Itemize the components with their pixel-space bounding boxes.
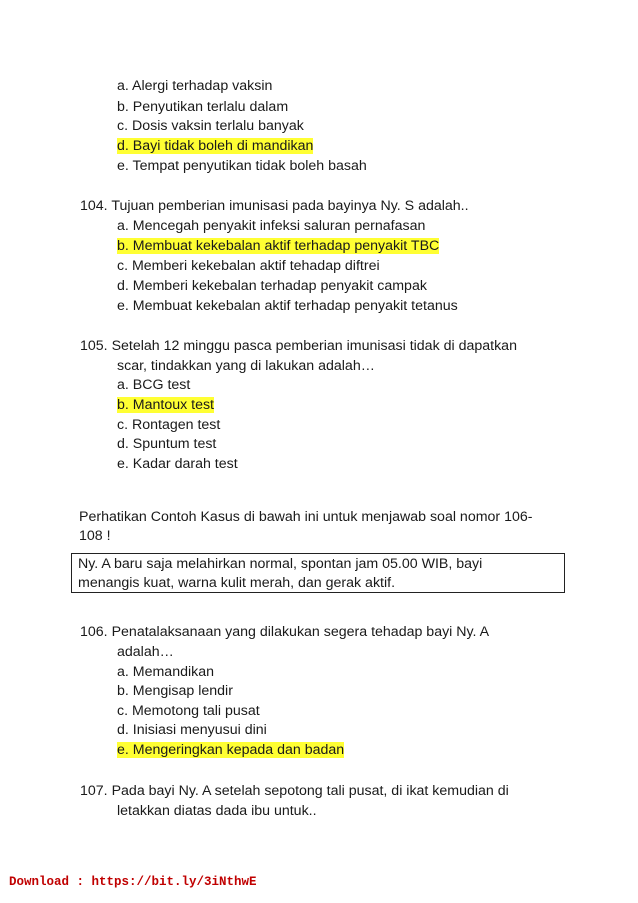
question-number: 106. xyxy=(80,624,108,640)
q104-option-a: a. Mencegah penyakit infeksi saluran pernafasan xyxy=(117,218,426,234)
q105-option-d: d. Spuntum test xyxy=(117,436,217,452)
q106-option-e-answer xyxy=(117,741,344,759)
q105-option-b-answer xyxy=(117,396,214,414)
q105-option-e: e. Kadar darah test xyxy=(117,456,238,472)
question-text: Penatalaksanaan yang dilakukan segera tehadap bayi Ny. A xyxy=(111,624,490,640)
case-text: Ny. A baru saja melahirkan normal, spontan jam 05.00 WIB, bayi xyxy=(78,556,483,572)
download-link[interactable]: Download : https://bit.ly/3iNthwE xyxy=(9,875,257,889)
answer-highlight: b. Mantoux test xyxy=(117,397,214,413)
q105-question xyxy=(80,337,517,355)
q104-question xyxy=(80,197,469,215)
q103-option-e: e. Tempat penyutikan tidak boleh basah xyxy=(117,158,367,174)
q105-option-a: a. BCG test xyxy=(117,377,191,393)
question-number: 105. xyxy=(80,338,108,354)
q106-option-d: d. Inisiasi menyusui dini xyxy=(117,722,267,738)
question-text: Setelah 12 minggu pasca pemberian imunisasi tidak di dapatkan xyxy=(111,338,517,354)
q103-option-b: b. Penyutikan terlalu dalam xyxy=(117,99,289,115)
q106-option-b: b. Mengisap lendir xyxy=(117,683,233,699)
q104-option-b-answer xyxy=(117,237,439,255)
question-number: 104. xyxy=(80,198,108,214)
answer-highlight: d. Bayi tidak boleh di mandikan xyxy=(117,138,314,154)
question-number: 107. xyxy=(80,783,108,799)
q106-question-cont: adalah… xyxy=(117,644,174,660)
q105-question-cont: scar, tindakkan yang di lakukan adalah… xyxy=(117,358,375,374)
case-text-cont: menangis kuat, warna kulit merah, dan gerak aktif. xyxy=(78,575,396,591)
q106-option-c: c. Memotong tali pusat xyxy=(117,703,260,719)
instruction-text: Perhatikan Contoh Kasus di bawah ini untuk menjawab soal nomor 106- xyxy=(79,509,533,525)
question-text: Pada bayi Ny. A setelah sepotong tali pusat, di ikat kemudian di xyxy=(111,783,509,799)
q103-option-a: a. Alergi terhadap vaksin xyxy=(117,78,273,94)
question-text: Tujuan pemberian imunisasi pada bayinya Ny. S adalah.. xyxy=(111,198,469,214)
q107-question xyxy=(80,782,509,800)
q106-question xyxy=(80,623,489,641)
answer-highlight: b. Membuat kekebalan aktif terhadap penyakit TBC xyxy=(117,238,440,254)
q105-option-c: c. Rontagen test xyxy=(117,417,221,433)
case-box xyxy=(71,553,565,593)
q104-option-c: c. Memberi kekebalan aktif tehadap diftrei xyxy=(117,258,380,274)
q103-option-d-answer xyxy=(117,137,313,155)
q104-option-d: d. Memberi kekebalan terhadap penyakit campak xyxy=(117,278,427,294)
instruction-text-cont: 108 ! xyxy=(79,528,111,544)
answer-highlight: e. Mengeringkan kepada dan badan xyxy=(117,742,345,758)
q107-question-cont: letakkan diatas dada ibu untuk.. xyxy=(117,803,317,819)
q106-option-a: a. Memandikan xyxy=(117,664,214,680)
q104-option-e: e. Membuat kekebalan aktif terhadap penyakit tetanus xyxy=(117,298,458,314)
q103-option-c: c. Dosis vaksin terlalu banyak xyxy=(117,118,304,134)
